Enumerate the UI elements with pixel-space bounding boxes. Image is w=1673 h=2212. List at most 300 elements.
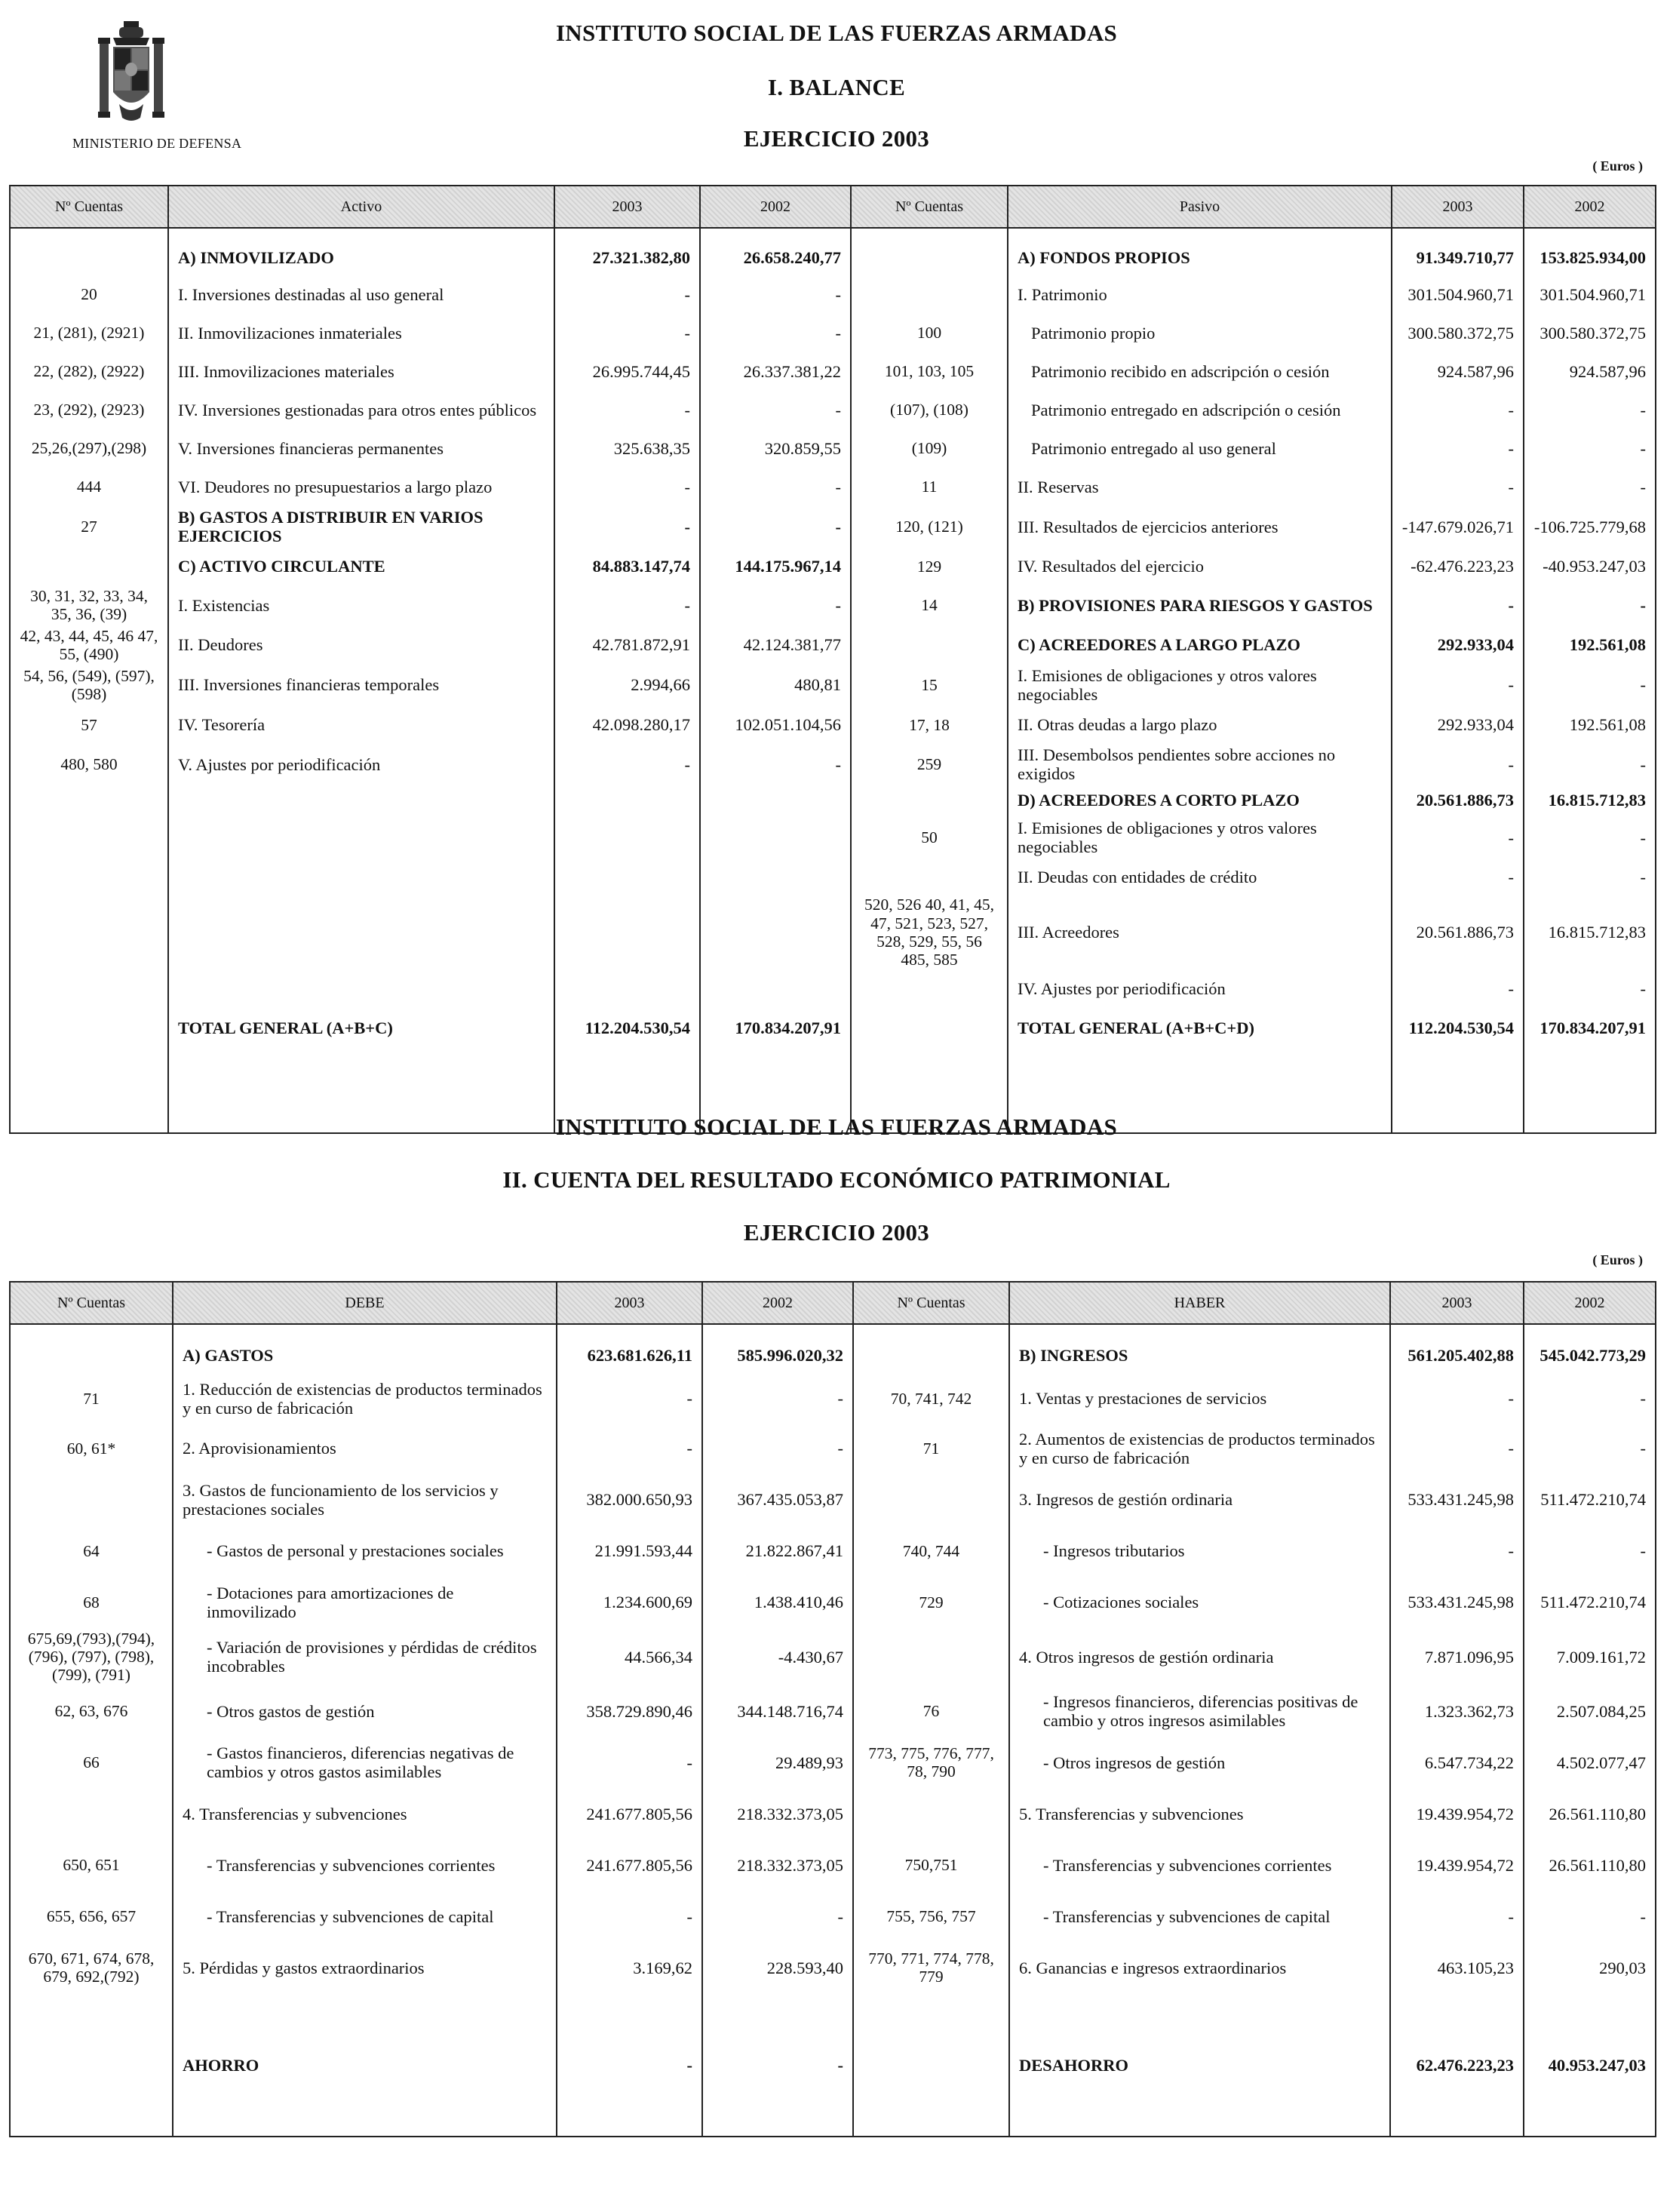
line-label [168,894,554,969]
line-label: - Otros ingresos de gestión [1009,1737,1390,1788]
line-label: 6. Ganancias e ingresos extraordinarios [1009,1942,1390,1993]
value-2002: 192.561,08 [1524,625,1656,665]
line-label: - Transferencias y subvenciones corrientes [1009,1839,1390,1891]
line-label: - Variación de provisiones y pérdidas de créditos incobrables [173,1628,557,1685]
table-row [10,705,1656,744]
value-2003: 91.349.710,77 [1392,241,1524,275]
value-2002: 511.472.210,74 [1524,1474,1656,1525]
line-label [168,860,554,894]
value-2002 [702,1993,853,2043]
value-2003: - [554,585,700,625]
account-codes [853,1788,1009,1839]
result-table [9,1281,1656,2137]
value-2003: 112.204.530,54 [1392,1008,1524,1049]
line-label: 2. Aprovisionamientos [173,1423,557,1474]
value-2003: - [1392,468,1524,506]
col-header-pasivo: Pasivo [1008,186,1392,228]
table-row [10,468,1656,506]
value-2003: 533.431.245,98 [1390,1474,1524,1525]
value-2003 [557,1993,702,2043]
result-units: ( Euros ) [1592,1252,1643,1267]
value-2003: 561.205.402,88 [1390,1337,1524,1375]
account-codes: 60, 61* [10,1423,173,1474]
value-2002: 1.438.410,46 [702,1577,853,1628]
line-label: D) ACREEDORES A CORTO PLAZO [1008,785,1392,815]
value-2003: - [1392,815,1524,860]
value-2003: 26.995.744,45 [554,352,700,391]
value-2002: - [702,2043,853,2087]
account-codes [10,1788,173,1839]
value-2002: 26.561.110,80 [1524,1839,1656,1891]
account-codes: 22, (282), (2922) [10,352,168,391]
account-codes [10,785,168,815]
line-label: TOTAL GENERAL (A+B+C+D) [1008,1008,1392,1049]
ministry-label: MINISTERIO DE DEFENSA [72,136,242,151]
table-row [10,2043,1656,2087]
value-2003 [554,970,700,1008]
account-codes: 30, 31, 32, 33, 34, 35, 36, (39) [10,585,168,625]
value-2003: - [1392,429,1524,468]
value-2003 [554,860,700,894]
value-2002: - [700,275,851,314]
balance-exercise: EJERCICIO 2003 [743,125,930,152]
line-label: III. Inmovilizaciones materiales [168,352,554,391]
value-2003: 42.098.280,17 [554,705,700,744]
table-row [10,625,1656,665]
value-2003: 301.504.960,71 [1392,275,1524,314]
value-2002: 7.009.161,72 [1524,1628,1656,1685]
account-codes: 15 [851,665,1008,705]
account-codes [853,1474,1009,1525]
spacer-cell [10,1324,173,1337]
account-codes: 50 [851,815,1008,860]
col-header-2002: 2002 [700,186,851,228]
value-2003: - [1390,1525,1524,1577]
value-2003: - [557,1375,702,1423]
value-2002: - [700,468,851,506]
value-2002: 924.587,96 [1524,352,1656,391]
account-codes [851,241,1008,275]
account-codes: 740, 744 [853,1525,1009,1577]
line-label: II. Deudores [168,625,554,665]
line-label: 4. Otros ingresos de gestión ordinaria [1009,1628,1390,1685]
filler-cell [1009,2087,1390,2137]
value-2002 [1524,1993,1656,2043]
line-label: - Gastos de personal y prestaciones sociales [173,1525,557,1577]
table-row [10,429,1656,468]
line-label [168,785,554,815]
account-codes: 520, 526 40, 41, 45, 47, 521, 523, 527, 528, 529, 55, 56 485, 585 [851,894,1008,969]
line-label: 1. Reducción de existencias de productos terminados y en curso de fabricación [173,1375,557,1423]
value-2003: 2.994,66 [554,665,700,705]
value-2003: - [554,744,700,785]
value-2003: - [1392,970,1524,1008]
line-label: II. Deudas con entidades de crédito [1008,860,1392,894]
value-2003: 44.566,34 [557,1628,702,1685]
spacer-row [10,1324,1656,1337]
spacer-cell [1392,228,1524,241]
account-codes: 71 [10,1375,173,1423]
account-codes: 23, (292), (2923) [10,391,168,429]
spacer-cell [1524,228,1656,241]
value-2003: 241.677.805,56 [557,1788,702,1839]
value-2003: -62.476.223,23 [1392,547,1524,585]
line-label: TOTAL GENERAL (A+B+C) [168,1008,554,1049]
account-codes: 64 [10,1525,173,1577]
table-row [10,1423,1656,1474]
value-2002: - [1524,1891,1656,1942]
value-2003: -147.679.026,71 [1392,506,1524,547]
account-codes: 62, 63, 676 [10,1685,173,1737]
value-2003 [554,894,700,969]
account-codes: 27 [10,506,168,547]
line-label: - Ingresos financieros, diferencias positivas de cambio y otros ingresos asimilables [1009,1685,1390,1737]
account-codes: 770, 771, 774, 778, 779 [853,1942,1009,1993]
value-2003: 7.871.096,95 [1390,1628,1524,1685]
account-codes [10,1337,173,1375]
value-2003: - [554,468,700,506]
value-2003: 19.439.954,72 [1390,1788,1524,1839]
value-2002: - [1524,1375,1656,1423]
value-2002: 26.658.240,77 [700,241,851,275]
value-2003 [554,815,700,860]
line-label: B) INGRESOS [1009,1337,1390,1375]
value-2002: - [1524,585,1656,625]
line-label: V. Ajustes por periodificación [168,744,554,785]
value-2003: - [554,314,700,352]
value-2002: - [1524,860,1656,894]
value-2003: 21.991.593,44 [557,1525,702,1577]
balance-body [10,228,1656,1133]
line-label: - Transferencias y subvenciones de capital [173,1891,557,1942]
spacer-row [10,228,1656,241]
spacer-cell [853,1324,1009,1337]
value-2002: 228.593,40 [702,1942,853,1993]
spacer-cell [10,228,168,241]
col-header-2002: 2002 [1524,1282,1656,1324]
value-2002 [700,970,851,1008]
line-label: - Otros gastos de gestión [173,1685,557,1737]
account-codes: 11 [851,468,1008,506]
value-2003: - [1390,1423,1524,1474]
account-codes: 21, (281), (2921) [10,314,168,352]
account-codes: 17, 18 [851,705,1008,744]
value-2003: 463.105,23 [1390,1942,1524,1993]
col-header-debe: DEBE [173,1282,557,1324]
account-codes [851,1008,1008,1049]
table-row [10,391,1656,429]
table-row [10,665,1656,705]
line-label: A) INMOVILIZADO [168,241,554,275]
filler-cell [853,2087,1009,2137]
table-row [10,241,1656,275]
value-2002: - [702,1375,853,1423]
line-label: 3. Ingresos de gestión ordinaria [1009,1474,1390,1525]
table-row [10,1474,1656,1525]
spacer-cell [168,228,554,241]
value-2002: - [1524,970,1656,1008]
value-2003: - [554,391,700,429]
col-header-accounts: Nº Cuentas [10,186,168,228]
value-2002: - [1524,429,1656,468]
account-codes: (109) [851,429,1008,468]
value-2002: 480,81 [700,665,851,705]
balance-units: ( Euros ) [1592,158,1643,174]
value-2002: 344.148.716,74 [702,1685,853,1737]
value-2003: 62.476.223,23 [1390,2043,1524,2087]
balance-table [9,185,1656,1134]
value-2003: 533.431.245,98 [1390,1577,1524,1628]
account-codes [851,785,1008,815]
value-2003: 1.234.600,69 [557,1577,702,1628]
col-header-accounts: Nº Cuentas [853,1282,1009,1324]
value-2003: 358.729.890,46 [557,1685,702,1737]
account-codes: 14 [851,585,1008,625]
value-2002: 16.815.712,83 [1524,894,1656,969]
value-2002: 170.834.207,91 [1524,1008,1656,1049]
value-2002: - [702,1891,853,1942]
value-2002: 26.337.381,22 [700,352,851,391]
line-label: - Transferencias y subvenciones de capital [1009,1891,1390,1942]
value-2002: - [1524,665,1656,705]
account-codes: 57 [10,705,168,744]
spacer-cell [173,1324,557,1337]
account-codes: 101, 103, 105 [851,352,1008,391]
table-row [10,815,1656,860]
table-row [10,506,1656,547]
line-label: III. Resultados de ejercicios anteriores [1008,506,1392,547]
value-2002: - [700,506,851,547]
account-codes [10,1993,173,2043]
value-2003: - [554,506,700,547]
account-codes [10,1474,173,1525]
value-2002: 367.435.053,87 [702,1474,853,1525]
line-label: Patrimonio recibido en adscripción o cesión [1008,352,1392,391]
value-2002: 300.580.372,75 [1524,314,1656,352]
value-2002: - [1524,1423,1656,1474]
value-2002: 16.815.712,83 [1524,785,1656,815]
value-2003: - [1390,1891,1524,1942]
value-2002: -40.953.247,03 [1524,547,1656,585]
value-2003: 27.321.382,80 [554,241,700,275]
col-header-haber: HABER [1009,1282,1390,1324]
line-label: - Cotizaciones sociales [1009,1577,1390,1628]
account-codes: 71 [853,1423,1009,1474]
table-row [10,1839,1656,1891]
spacer-cell [1524,1324,1656,1337]
table-row [10,585,1656,625]
value-2003: 924.587,96 [1392,352,1524,391]
value-2003 [554,785,700,815]
line-label: - Dotaciones para amortizaciones de inmovilizado [173,1577,557,1628]
balance-institute-title: INSTITUTO SOCIAL DE LAS FUERZAS ARMADAS [555,20,1118,46]
line-label: AHORRO [173,2043,557,2087]
line-label [168,815,554,860]
account-codes [853,2043,1009,2087]
account-codes [851,625,1008,665]
table-row [10,1942,1656,1993]
spacer-cell [554,228,700,241]
table-row [10,1008,1656,1049]
value-2002: - [700,391,851,429]
col-header-2003: 2003 [554,186,700,228]
account-codes: 20 [10,275,168,314]
value-2002 [700,815,851,860]
value-2002: -4.430,67 [702,1628,853,1685]
account-codes [853,1993,1009,2043]
table-row [10,1788,1656,1839]
account-codes: 655, 656, 657 [10,1891,173,1942]
value-2002 [700,860,851,894]
value-2003: - [554,275,700,314]
value-2002: - [700,585,851,625]
filler-cell [702,2087,853,2137]
line-label [173,1993,557,2043]
line-label [1009,1993,1390,2043]
line-label: 4. Transferencias y subvenciones [173,1788,557,1839]
account-codes: (107), (108) [851,391,1008,429]
line-label: 5. Transferencias y subvenciones [1009,1788,1390,1839]
table-row [10,860,1656,894]
value-2003: 84.883.147,74 [554,547,700,585]
value-2002: 301.504.960,71 [1524,275,1656,314]
value-2003: 292.933,04 [1392,625,1524,665]
account-codes: 100 [851,314,1008,352]
account-codes: 480, 580 [10,744,168,785]
value-2003: 19.439.954,72 [1390,1839,1524,1891]
value-2003: 292.933,04 [1392,705,1524,744]
value-2002: 192.561,08 [1524,705,1656,744]
value-2002: 4.502.077,47 [1524,1737,1656,1788]
line-label: I. Patrimonio [1008,275,1392,314]
account-codes [10,860,168,894]
value-2003: 20.561.886,73 [1392,785,1524,815]
value-2003: 6.547.734,22 [1390,1737,1524,1788]
col-header-accounts: Nº Cuentas [851,186,1008,228]
value-2002: 2.507.084,25 [1524,1685,1656,1737]
value-2003: - [557,1737,702,1788]
value-2003: 112.204.530,54 [554,1008,700,1049]
value-2002: 102.051.104,56 [700,705,851,744]
account-codes [851,275,1008,314]
account-codes: 70, 741, 742 [853,1375,1009,1423]
line-label: 3. Gastos de funcionamiento de los servicios y prestaciones sociales [173,1474,557,1525]
table-row [10,1737,1656,1788]
account-codes: 675,69,(793),(794), (796), (797), (798), (799), (791) [10,1628,173,1685]
value-2002: 153.825.934,00 [1524,241,1656,275]
account-codes: 444 [10,468,168,506]
line-label [168,970,554,1008]
spacer-cell [557,1324,702,1337]
line-label: 1. Ventas y prestaciones de servicios [1009,1375,1390,1423]
line-label: IV. Inversiones gestionadas para otros entes públicos [168,391,554,429]
account-codes: 670, 671, 674, 678, 679, 692,(792) [10,1942,173,1993]
value-2002: - [702,1423,853,1474]
line-label: A) FONDOS PROPIOS [1008,241,1392,275]
table-row [10,894,1656,969]
value-2002: 170.834.207,91 [700,1008,851,1049]
value-2002: 26.561.110,80 [1524,1788,1656,1839]
value-2003: - [557,2043,702,2087]
value-2002: - [1524,468,1656,506]
value-2002: - [1524,1525,1656,1577]
value-2002: - [1524,744,1656,785]
value-2003: - [557,1423,702,1474]
value-2002: - [700,314,851,352]
col-header-2003: 2003 [1390,1282,1524,1324]
value-2003: - [1392,860,1524,894]
col-header-activo: Activo [168,186,554,228]
line-label: I. Existencias [168,585,554,625]
table-row [10,547,1656,585]
result-title: II. CUENTA DEL RESULTADO ECONÓMICO PATRIMONIAL [502,1166,1171,1193]
account-codes [10,2043,173,2087]
account-codes [10,241,168,275]
value-2002: - [1524,391,1656,429]
line-label: Patrimonio entregado al uso general [1008,429,1392,468]
filler-row [10,2087,1656,2137]
line-label: V. Inversiones financieras permanentes [168,429,554,468]
line-label: IV. Ajustes por periodificación [1008,970,1392,1008]
account-codes: 773, 775, 776, 777, 78, 790 [853,1737,1009,1788]
line-label: B) PROVISIONES PARA RIESGOS Y GASTOS [1008,585,1392,625]
balance-title: I. BALANCE [767,74,906,100]
account-codes: 54, 56, (549), (597), (598) [10,665,168,705]
value-2003: - [1392,391,1524,429]
spacer-cell [702,1324,853,1337]
value-2003: - [1392,585,1524,625]
line-label: - Ingresos tributarios [1009,1525,1390,1577]
line-label: 5. Pérdidas y gastos extraordinarios [173,1942,557,1993]
table-row [10,970,1656,1008]
line-label: III. Acreedores [1008,894,1392,969]
value-2002: 290,03 [1524,1942,1656,1993]
value-2002 [700,785,851,815]
value-2003: - [1390,1375,1524,1423]
line-label: Patrimonio entregado en adscripción o cesión [1008,391,1392,429]
account-codes [851,970,1008,1008]
value-2002: 320.859,55 [700,429,851,468]
filler-cell [1390,2087,1524,2137]
value-2002: 511.472.210,74 [1524,1577,1656,1628]
col-header-2003: 2003 [557,1282,702,1324]
spacer-cell [851,228,1008,241]
filler-cell [1524,2087,1656,2137]
value-2002 [700,894,851,969]
line-label: I. Emisiones de obligaciones y otros valores negociables [1008,665,1392,705]
line-label: II. Otras deudas a largo plazo [1008,705,1392,744]
value-2002: 585.996.020,32 [702,1337,853,1375]
account-codes: 755, 756, 757 [853,1891,1009,1942]
value-2003: 325.638,35 [554,429,700,468]
table-row [10,1525,1656,1577]
table-row [10,785,1656,815]
line-label: IV. Tesorería [168,705,554,744]
table-row [10,1891,1656,1942]
value-2003: 20.561.886,73 [1392,894,1524,969]
account-codes: 259 [851,744,1008,785]
value-2002: -106.725.779,68 [1524,506,1656,547]
value-2002: - [1524,815,1656,860]
filler-cell [10,2087,173,2137]
line-label: A) GASTOS [173,1337,557,1375]
line-label: C) ACREEDORES A LARGO PLAZO [1008,625,1392,665]
value-2002: 545.042.773,29 [1524,1337,1656,1375]
account-codes: 42, 43, 44, 45, 46 47, 55, (490) [10,625,168,665]
line-label: Patrimonio propio [1008,314,1392,352]
value-2003: 623.681.626,11 [557,1337,702,1375]
value-2002: 29.489,93 [702,1737,853,1788]
